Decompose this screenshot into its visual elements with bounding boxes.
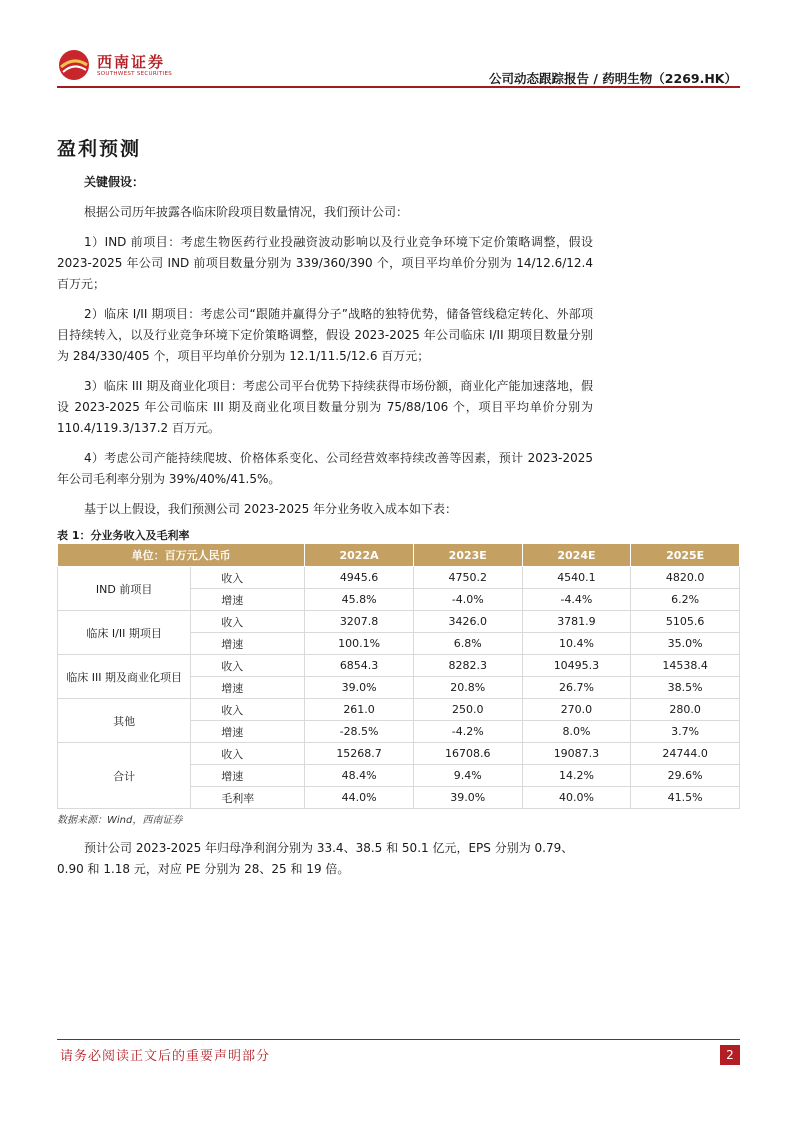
value-cell: 6.8% (413, 633, 522, 655)
year-header: 2024E (522, 544, 631, 567)
table-row (58, 699, 740, 721)
value-cell: 3426.0 (413, 611, 522, 633)
value-cell: 100.1% (305, 633, 414, 655)
value-cell: 39.0% (305, 677, 414, 699)
metric-label: 增速 (191, 589, 305, 611)
value-cell: 10495.3 (522, 655, 631, 677)
unit-header: 单位：百万元人民币 (58, 544, 305, 567)
value-cell: 15268.7 (305, 743, 414, 765)
metric-label: 收入 (191, 743, 305, 765)
paragraph: 2）临床 I/II 期项目：考虑公司“跟随并赢得分子”战略的独特优势，储备管线稳定转化、外部项目持续转入，以及行业竞争环境下定价策略调整，假设 2023-2025 年公司临床 I/II 期项目数量分别为 284/330/405 个，项目平均单价分别为 12.1/11.5/12.6 百万元； (57, 307, 593, 363)
segment-name: 其他 (58, 699, 191, 743)
value-cell: 6854.3 (305, 655, 414, 677)
report-title: 公司动态跟踪报告 / 药明生物（2269.HK） (489, 71, 737, 86)
metric-label: 增速 (191, 633, 305, 655)
metric-label: 收入 (191, 655, 305, 677)
value-cell: 4540.1 (522, 567, 631, 589)
footer-disclaimer: 请务必阅读正文后的重要声明部分 (60, 1049, 271, 1064)
company-logo (57, 48, 207, 84)
value-cell: 4945.6 (305, 567, 414, 589)
value-cell: 44.0% (305, 787, 414, 809)
metric-label: 增速 (191, 721, 305, 743)
value-cell: 40.0% (522, 787, 631, 809)
table-caption: 表 1：分业务收入及毛利率 (57, 529, 190, 542)
table-row (58, 655, 740, 677)
value-cell: 5105.6 (631, 611, 740, 633)
metric-label: 增速 (191, 677, 305, 699)
segment-name: 临床 I/II 期项目 (58, 611, 191, 655)
value-cell: 250.0 (413, 699, 522, 721)
year-header: 2025E (631, 544, 740, 567)
paragraph: 基于以上假设，我们预测公司 2023-2025 年分业务收入成本如下表： (84, 502, 458, 516)
value-cell: 280.0 (631, 699, 740, 721)
footer-divider (57, 1039, 740, 1040)
page-number: 2 (720, 1045, 740, 1065)
paragraph: 预计公司 2023-2025 年归母净利润分别为 33.4、38.5 和 50.1 亿元，EPS 分别为 0.79、0.90 和 1.18 元，对应 PE 分别为 28、25 和 19 倍。 (57, 841, 574, 876)
segment-name: 合计 (58, 743, 191, 809)
value-cell: 8282.3 (413, 655, 522, 677)
value-cell: 24744.0 (631, 743, 740, 765)
forecast-summary (57, 838, 593, 880)
table-row (58, 611, 740, 633)
value-cell: -4.0% (413, 589, 522, 611)
logo-english-name: SOUTHWEST SECURITIES (97, 71, 173, 77)
value-cell: -4.4% (522, 589, 631, 611)
paragraph: 1）IND 前项目：考虑生物医药行业投融资波动影响以及行业竞争环境下定价策略调整，假设 2023-2025 年公司 IND 前项目数量分别为 339/360/390 个，项目平均单价分别为 14/12.6/12.4 百万元； (57, 235, 593, 291)
segment-name: IND 前项目 (58, 567, 191, 611)
value-cell: 9.4% (413, 765, 522, 787)
paragraph: 根据公司历年披露各临床阶段项目数量情况，我们预计公司： (84, 205, 409, 219)
value-cell: 26.7% (522, 677, 631, 699)
logo-chinese-name: 西南证券 (97, 53, 166, 71)
metric-label: 收入 (191, 567, 305, 589)
value-cell: 29.6% (631, 765, 740, 787)
value-cell: 39.0% (413, 787, 522, 809)
metric-label: 增速 (191, 765, 305, 787)
paragraph: 3）临床 III 期及商业化项目：考虑公司平台优势下持续获得市场份额，商业化产能加速落地，假设 2023-2025 年公司临床 III 期及商业化项目数量分别为 75/88/106 个，项目平均单价分别为 110.4/119.3/137.2 百万元。 (57, 379, 593, 435)
assumptions-body (57, 172, 593, 529)
value-cell: 19087.3 (522, 743, 631, 765)
value-cell: 8.0% (522, 721, 631, 743)
value-cell: 6.2% (631, 589, 740, 611)
table-header-row (58, 544, 740, 567)
value-cell: 14538.4 (631, 655, 740, 677)
value-cell: 16708.6 (413, 743, 522, 765)
logo-emblem-icon (57, 48, 91, 82)
year-header: 2023E (413, 544, 522, 567)
header-divider (57, 86, 740, 88)
value-cell: 45.8% (305, 589, 414, 611)
page-header (57, 44, 740, 88)
value-cell: 4750.2 (413, 567, 522, 589)
value-cell: 270.0 (522, 699, 631, 721)
value-cell: 4820.0 (631, 567, 740, 589)
value-cell: 10.4% (522, 633, 631, 655)
value-cell: 41.5% (631, 787, 740, 809)
value-cell: 3781.9 (522, 611, 631, 633)
value-cell: 48.4% (305, 765, 414, 787)
metric-label: 收入 (191, 699, 305, 721)
value-cell: -4.2% (413, 721, 522, 743)
value-cell: 14.2% (522, 765, 631, 787)
value-cell: 3.7% (631, 721, 740, 743)
value-cell: 38.5% (631, 677, 740, 699)
section-title: 盈利预测 (57, 138, 142, 160)
segment-name: 临床 III 期及商业化项目 (58, 655, 191, 699)
table-row (58, 567, 740, 589)
paragraph: 4）考虑公司产能持续爬坡、价格体系变化、公司经营效率持续改善等因素，预计 2023-2025 年公司毛利率分别为 39%/40%/41.5%。 (57, 451, 593, 486)
value-cell: 20.8% (413, 677, 522, 699)
value-cell: 3207.8 (305, 611, 414, 633)
data-source: 数据来源：Wind，西南证券 (57, 815, 183, 826)
metric-label: 毛利率 (191, 787, 305, 809)
table-row (58, 743, 740, 765)
revenue-table (57, 543, 740, 809)
year-header: 2022A (305, 544, 414, 567)
metric-label: 收入 (191, 611, 305, 633)
key-assumptions-heading: 关键假设： (84, 175, 145, 189)
value-cell: 35.0% (631, 633, 740, 655)
value-cell: 261.0 (305, 699, 414, 721)
value-cell: -28.5% (305, 721, 414, 743)
